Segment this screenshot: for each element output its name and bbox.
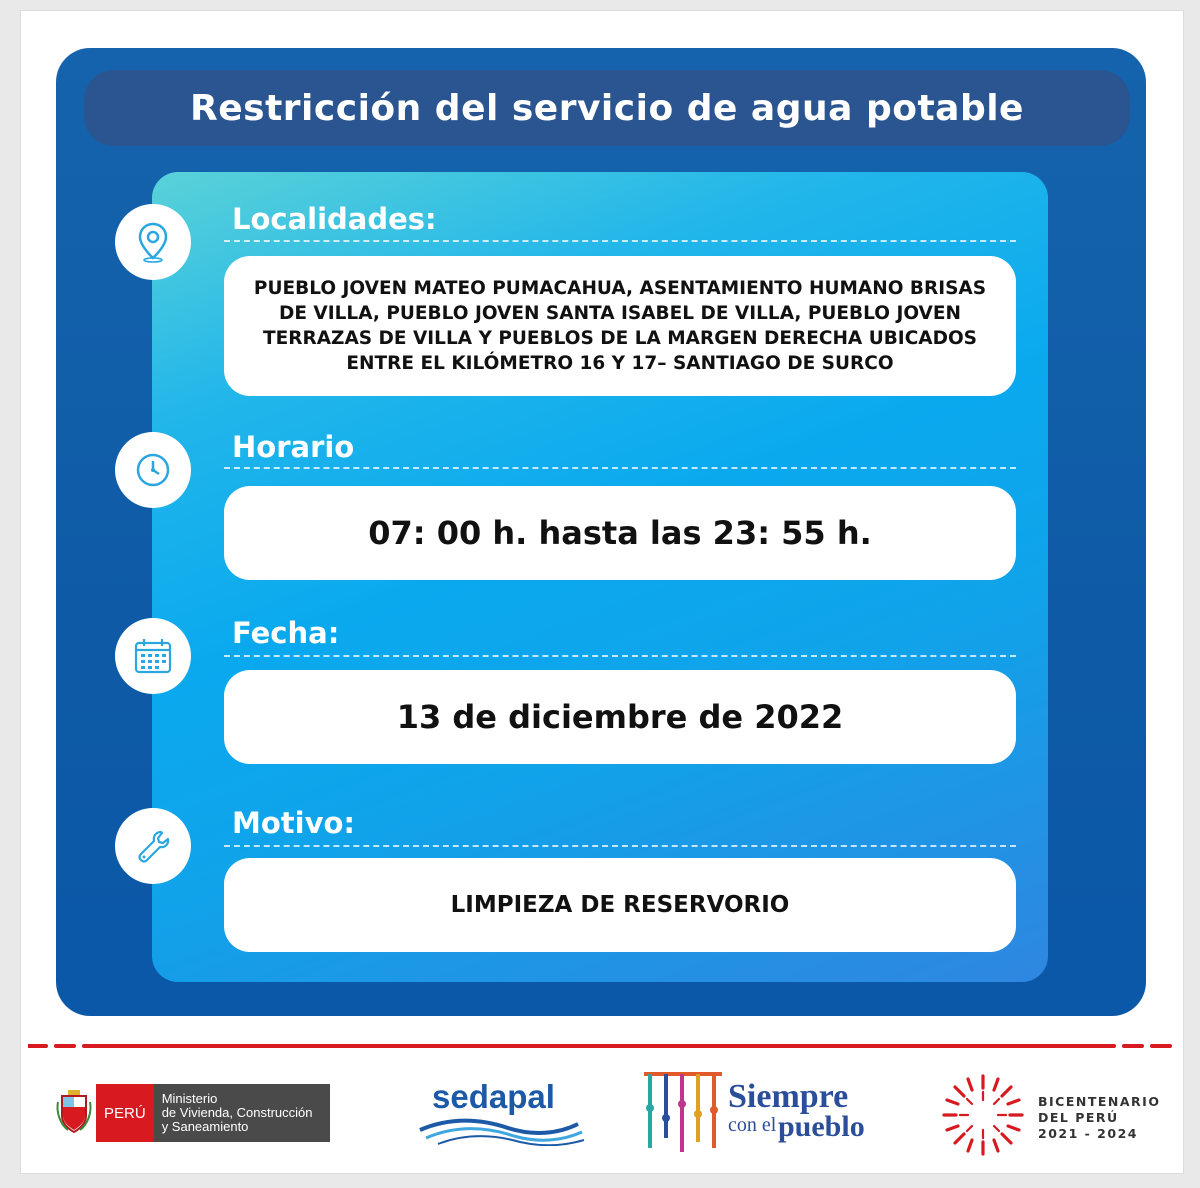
- calendar-icon: [115, 618, 191, 694]
- page-title: Restricción del servicio de agua potable: [190, 87, 1024, 129]
- motivo-value-box: [224, 858, 1016, 952]
- horario-label: Horario: [232, 430, 355, 464]
- fecha-divider: [224, 655, 1016, 657]
- bicentenario-logo: [940, 1072, 1170, 1158]
- quipu-icon: [640, 1068, 724, 1158]
- siempre-con-el-pueblo-logo: [640, 1068, 880, 1158]
- peru-coat-of-arms-icon: [52, 1084, 96, 1142]
- ministry-name: [154, 1084, 330, 1142]
- bicentenario-line-3: 2021 - 2024: [1038, 1126, 1138, 1141]
- motivo-divider: [224, 845, 1016, 847]
- ministry-line-3: y Saneamiento: [161, 1119, 249, 1134]
- peru-label: PERÚ: [96, 1084, 154, 1142]
- localidades-label: Localidades:: [232, 202, 437, 236]
- sedapal-wordmark: sedapal: [432, 1078, 555, 1115]
- ministry-logo: [52, 1084, 330, 1142]
- wrench-icon: [115, 808, 191, 884]
- sedapal-waves-icon: [418, 1116, 588, 1146]
- fecha-value: 13 de diciembre de 2022: [396, 698, 844, 736]
- motivo-label: Motivo:: [232, 806, 356, 840]
- localidades-divider: [224, 240, 1016, 242]
- bicentenario-text: [1038, 1094, 1160, 1142]
- siempre-line-2-small: con el: [728, 1114, 777, 1136]
- bicentenario-sunburst-icon: [940, 1072, 1026, 1158]
- footer-red-separator: [28, 1043, 1172, 1049]
- fecha-value-box: [224, 670, 1016, 764]
- siempre-line-2-big: pueblo: [778, 1110, 865, 1143]
- sedapal-logo: [418, 1076, 588, 1146]
- location-pin-icon: [115, 204, 191, 280]
- horario-value-box: [224, 486, 1016, 580]
- fecha-label: Fecha:: [232, 616, 340, 650]
- horario-divider: [224, 467, 1016, 469]
- bicentenario-line-1: BICENTENARIO: [1038, 1094, 1161, 1109]
- ministry-line-2: de Vivienda, Construcción: [161, 1105, 313, 1120]
- clock-icon: [115, 432, 191, 508]
- siempre-line-1: Siempre: [728, 1078, 849, 1115]
- horario-value: 07: 00 h. hasta las 23: 55 h.: [368, 514, 872, 552]
- ministry-line-1: Ministerio: [161, 1091, 218, 1106]
- localidades-value: PUEBLO JOVEN MATEO PUMACAHUA, ASENTAMIENTO HUMANO BRISAS DE VILLA, PUEBLO JOVEN SANTA ISABEL DE VILLA, PUEBLO JOVEN TERRAZAS DE VILLA Y PUEBLOS DE LA MARGEN DERECHA UBICADOS ENTRE EL KILÓMETRO 16 Y 17– SANTIAGO DE SURCO: [253, 278, 987, 374]
- title-bar: [84, 70, 1130, 146]
- localidades-value-box: [224, 256, 1016, 396]
- bicentenario-line-2: DEL PERÚ: [1038, 1110, 1119, 1125]
- motivo-value: LIMPIEZA DE RESERVORIO: [450, 892, 790, 918]
